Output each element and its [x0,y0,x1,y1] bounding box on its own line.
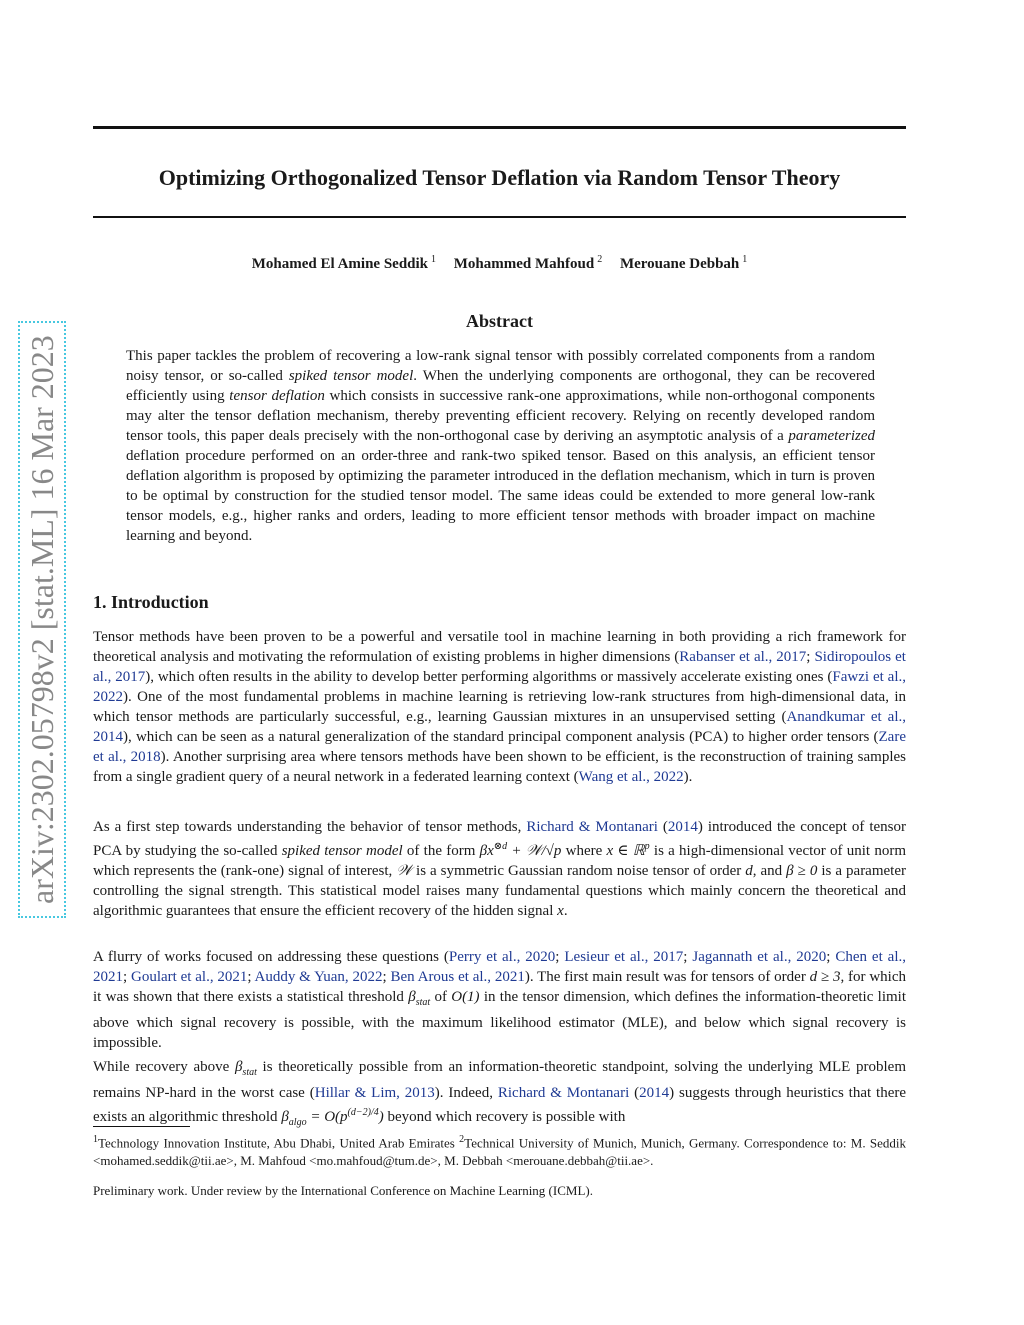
formula-beta-algo: $\beta_{algo} = O(p^{(d-2)/4})$ [281,1107,384,1128]
citation-link[interactable]: Jagannath et al., 2020 [692,949,827,965]
intro-paragraph-2: As a first step towards understanding the behavior of tensor methods, Richard & Montanari (2014) introduced the concept of tensor PCA by studying the so-called spiked tensor model of the form $\beta x^{\otimes d}$ + 𝒲/√p where x ∈ ℝ$^p$ is a high-dimensional vector of unit norm which represents the (rank-one) signal of interest, 𝒲 is a symmetric Gaussian random noise tensor of order d, and β ≥ 0 is a parameter controlling the signal strength. This statistical model raises many fundamental questions which mainly concern the theoretical and algorithmic guarantees that ensure the efficient recovery of the hidden signal x. [93,819,906,919]
citation-link[interactable]: Sidiropoulos et al., 2017 [93,649,906,685]
citation-link[interactable]: 2014 [667,819,698,835]
citation-link[interactable]: Richard & Montanari [526,819,658,835]
citation-link[interactable]: 2014 [639,1085,670,1101]
abstract-heading: Abstract [466,311,533,331]
title-rule-bottom [93,216,906,218]
author-affiliation: 1 [742,254,748,265]
section-heading-introduction: 1. Introduction [93,592,209,612]
intro-paragraph-1: Tensor methods have been proven to be a powerful and versatile tool in machine learning in both providing a rich framework for theoretical analysis and motivating the reformulation of existing problems in higher dimensions (Rabanser et al., 2017; Sidiropoulos et al., 2017), which often results in the ability to develop better performing algorithms or massively accelerate existing ones (Fawzi et al., 2022). One of the most fundamental problems in machine learning is retrieving low-rank structures from high-dimensional data, in which tensor methods are particularly successful, e.g., learning Gaussian mixtures in an unsupervised setting (Anandkumar et al., 2014), which can be seen as a natural generalization of the standard principal component analysis (PCA) to higher order tensors (Zare et al., 2018). Another surprising area where tensors methods have been shown to be efficient, is the reconstruction of training samples from a single gradient query of a neural network in a federated learning context (Wang et al., 2022). [93,629,906,785]
citation-link[interactable]: Wang et al., 2022 [578,769,684,785]
citation-link[interactable]: Ben Arous et al., 2021 [390,969,525,985]
preliminary-notice: Preliminary work. Under review by the International Conference on Machine Learning (ICML). [93,1183,593,1198]
citation-link[interactable]: Perry et al., 2020 [448,949,556,965]
formula-beta-stat: $\beta_{stat}$ [234,1059,257,1078]
abstract-body: This paper tackles the problem of recovering a low-rank signal tensor with possibly correlated components from a random noisy tensor, or so-called spiked tensor model. When the underlying components are orthogonal, they can be recovered efficiently using tensor deflation which consists in successive rank-one approximations, while non-orthogonal components may alter the tensor deflation mechanism, thereby preventing efficient recovery. Relying on recently developed random tensor tools, this paper deals precisely with the non-orthogonal case by deriving an asymptotic analysis of a parameterized deflation procedure performed on an order-three and rank-two spiked tensor. Based on this analysis, an efficient tensor deflation algorithm is proposed by optimizing the parameter introduced in the deflation mechanism, which in turn is proven to be optimal by construction for the studied tensor model. The same ideas could be extended to more general low-rank tensor models, e.g., higher ranks and orders, leading to more efficient tensor methods with broader impact on machine learning and beyond. [126,348,876,544]
citation-link[interactable]: Auddy & Yuan, 2022 [254,969,383,985]
arxiv-identifier-stamp[interactable]: arXiv:2302.05798v2 [stat.ML] 16 Mar 2023 [24,327,60,912]
affiliation-footnote: $^1$Technology Innovation Institute, Abu Dhabi, United Arab Emirates $^2$Technical University of Munich, Munich, Germany. Correspondence to: M. Seddik <mohamed.seddik@tii.ae>, M. Mahfoud <mo.mahfoud@tum.de>, M. Debbah <merouane.debbah@tii.ae>. [93,1134,906,1169]
citation-link[interactable]: Goulart et al., 2021 [130,969,248,985]
citation-link[interactable]: Anandkumar et al., 2014 [93,709,906,745]
formula-x-in-rp: x ∈ ℝ$^p$ [606,841,650,859]
citation-link[interactable]: Hillar & Lim, 2013 [314,1085,435,1101]
paper-title: Optimizing Orthogonalized Tensor Deflation via Random Tensor Theory [158,165,841,190]
author-affiliation: 2 [597,254,603,265]
author-name: Merouane Debbah [619,256,740,272]
title-rule-top [93,126,906,129]
citation-link[interactable]: Zare et al., 2018 [93,729,906,765]
author-name: Mohamed El Amine Seddik [251,256,429,272]
formula-beta-stat: $\beta_{stat}$ [408,989,431,1008]
citation-link[interactable]: Chen et al., 2021 [93,949,906,985]
author-affiliation: 1 [431,254,437,265]
author-name: Mohammed Mahfoud [453,256,595,272]
footnote-rule [93,1126,190,1127]
intro-paragraph-3: A flurry of works focused on addressing these questions (Perry et al., 2020; Lesieur et al., 2017; Jagannath et al., 2020; Chen et al., 2021; Goulart et al., 2021; Auddy & Yuan, 2022; Ben Arous et al., 2021). The first main result was for tensors of order d ≥ 3, for which it was shown that there exists a statistical threshold $\beta_{stat}$ of O(1) in the tensor dimension, which defines the information-theoretic limit above which signal recovery is possible, with the maximum likelihood estimator (MLE), and below which signal recovery is impossible. [93,949,907,1051]
citation-link[interactable]: Fawzi et al., 2022 [93,669,906,705]
citation-link[interactable]: Lesieur et al., 2017 [564,949,684,965]
formula-spiked-model: $\beta x^{\otimes d}$ + 𝒲/√p [479,841,562,859]
author-list [93,254,906,273]
intro-paragraph-4: While recovery above $\beta_{stat}$ is theoretically possible from an information-theoretic standpoint, solving the underlying MLE problem remains NP-hard in the worst case (Hillar & Lim, 2013). Indeed, Richard & Montanari (2014) suggests through heuristics that there exists an algorithmic threshold $\beta_{algo} = O(p^{(d-2)/4})$ beyond which recovery is possible with [93,1059,907,1128]
citation-link[interactable]: Richard & Montanari [497,1085,630,1101]
citation-link[interactable]: Rabanser et al., 2017 [679,649,807,665]
